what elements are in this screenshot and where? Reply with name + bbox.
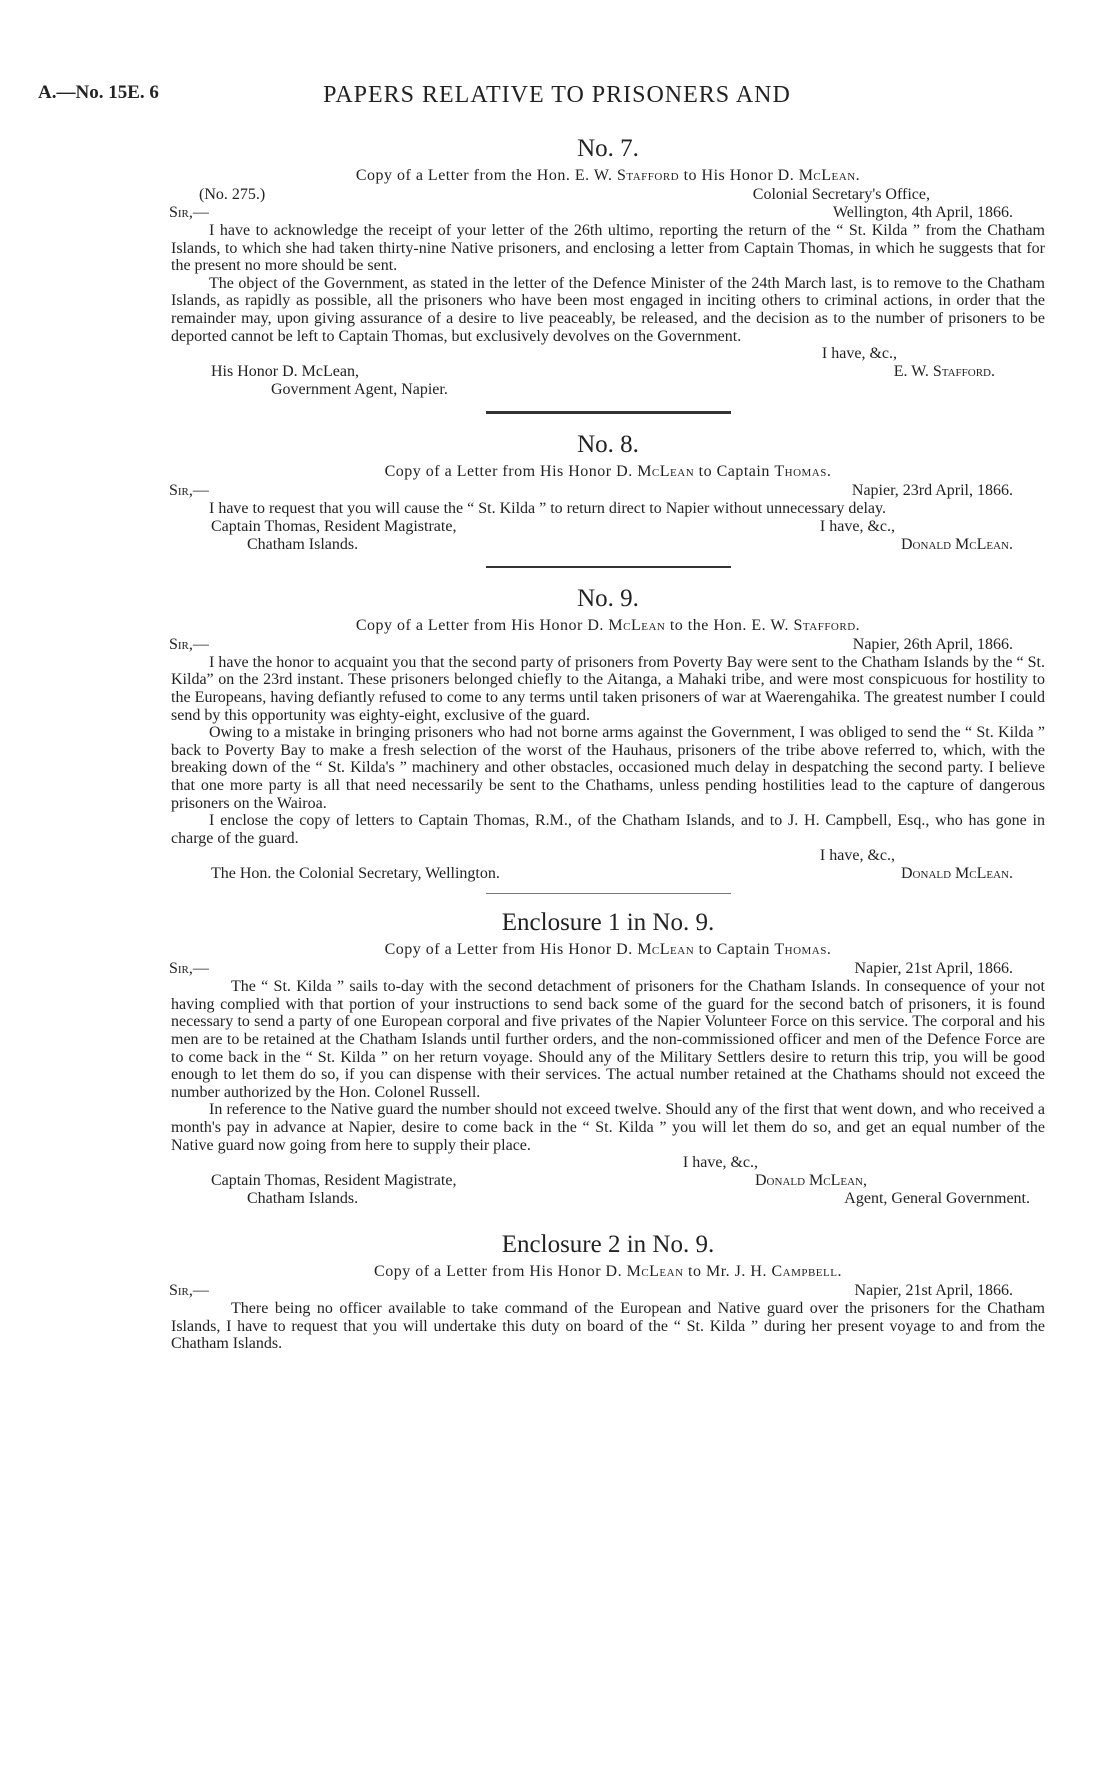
letter-heading: No. 9. xyxy=(577,584,639,612)
section-divider xyxy=(486,566,731,568)
letter-heading: No. 8. xyxy=(577,431,639,459)
addressee: The Hon. the Colonial Secretary, Wellington. xyxy=(211,865,500,883)
letter-paragraph: In reference to the Native guard the number should not exceed twelve. Should any of the first that went down, and who received a month's pay in advance at Napier, desire to come back in the “ St. Kilda ” you will let them do so, and get an equal number of the Native guard now going from here to supply their place. xyxy=(171,1101,1045,1154)
addressee-title: Chatham Islands. xyxy=(247,535,359,553)
section-divider xyxy=(486,893,731,894)
letter-date: Napier, 23rd April, 1866. xyxy=(851,482,1013,500)
letter-caption: Copy of a Letter from His Honor D. McLean to Captain Thomas. xyxy=(384,463,832,481)
enclosure-heading: Enclosure 2 in No. 9. xyxy=(501,1231,715,1259)
letter-paragraph: I have the honor to acquaint you that the second party of prisoners from Poverty Bay were sent to the Chatham Islands by the “ St. Kilda” on the 23rd instant. These prisoners belonged chiefly to the Aitanga, a Mahaki tribe, and were most conspicuous for hostility to the Europeans, having defiantly refused to come to any terms until taken prisoners of war at Waerengahika. The greatest number I could send by this opportunity was eighty-eight, exclusive of the guard. xyxy=(171,653,1045,724)
signature: Donald McLean. xyxy=(901,865,1013,883)
letter-paragraph: There being no officer available to take command of the European and Native guard over the prisoners for the Chatham Islands, I have to request that you will undertake this duty on board of the “ St. Kilda ” during her present voyage to and from the Chatham Islands. xyxy=(171,1300,1045,1353)
signature: Donald McLean, xyxy=(755,1172,867,1190)
addressee: Captain Thomas, Resident Magistrate, xyxy=(211,517,457,535)
letter-heading: No. 7. xyxy=(577,135,639,162)
section-divider xyxy=(486,411,731,414)
salutation: Sir,— xyxy=(169,204,209,221)
letter-paragraph: The “ St. Kilda ” sails to-day with the second detachment of prisoners for the Chatham Islands. In consequence of your not having complied with that portion of your instructions to send back some of the guard for the second batch of prisoners, it is found necessary to send a party of one European corporal and five privates of the Napier Volunteer Force on this service. The corporal and his men are to be retained at the Chatham Islands until further orders, and the non-commissioned officer and men of the Defence Force are to come back in the “ St. Kilda ” on her return voyage. Should any of the Military Settlers desire to return this trip, you will be good enough to let them do so, if you can dispense with their services. The actual number retained at the Chathams should not exceed the number authorized by the Hon. Colonel Russell. xyxy=(171,978,1045,1101)
letter-date: Napier, 21st April, 1866. xyxy=(854,1282,1013,1300)
letter-paragraph: The object of the Government, as stated in the letter of the Defence Minister of the 24th March last, is to remove to the Chatham Islands, as rapidly as possible, all the prisoners who have been most engaged in inciting others to criminal actions, in order that the remainder may, upon giving assurance of a desire to live peaceably, be released, and the decision as to the number of prisoners to be deported cannot be left to Captain Thomas, but exclusively devolves on the Government. xyxy=(171,274,1045,345)
sender-office: Colonial Secretary's Office, xyxy=(752,186,930,203)
document-reference: A.—No. 15E. 6 xyxy=(38,82,159,103)
page-header xyxy=(38,82,1076,112)
letter-ref-number: (No. 275.) xyxy=(199,186,266,203)
letter-paragraph: I enclose the copy of letters to Captain Thomas, R.M., of the Chatham Islands, and to J. H. Campbell, Esq., who has gone in charge of the guard. xyxy=(171,812,1045,847)
closing: I have, &c., xyxy=(819,847,895,865)
signature: E. W. Stafford. xyxy=(893,363,995,381)
salutation: Sir,— xyxy=(169,482,209,500)
salutation: Sir,— xyxy=(169,635,209,653)
closing: I have, &c., xyxy=(821,345,897,363)
letter-caption: Copy of a Letter from His Honor D. McLean to Mr. J. H. Campbell. xyxy=(374,1263,842,1281)
addressee: His Honor D. McLean, xyxy=(211,363,359,381)
signature: Donald McLean. xyxy=(901,535,1013,553)
letter-no7 xyxy=(171,134,1045,1353)
addressee-title: Government Agent, Napier. xyxy=(271,381,448,399)
letter-paragraph: Owing to a mistake in bringing prisoners who had not borne arms against the Government, I was obliged to send the “ St. Kilda ” back to Poverty Bay to make a fresh selection of the worst of the Hauhaus, prisoners of the tribe above referred to, which, with the breaking down of the “ St. Kilda's ” machinery and other obstacles, occasioned much delay in despatching the second party. I believe that one more party is all that need necessarily be sent to the Chathams, unless pending hostilities lead to the capture of dangerous prisoners on the Wairoa. xyxy=(171,724,1045,812)
enclosure-heading: Enclosure 1 in No. 9. xyxy=(501,909,715,937)
letter-date: Wellington, 4th April, 1866. xyxy=(832,204,1013,221)
addressee-title: Chatham Islands. xyxy=(247,1190,359,1208)
letter-date: Napier, 21st April, 1866. xyxy=(854,960,1013,978)
letter-caption: Copy of a Letter from His Honor D. McLean to Captain Thomas. xyxy=(384,941,832,959)
letter-caption: Copy of a Letter from His Honor D. McLean to the Hon. E. W. Stafford. xyxy=(355,616,861,634)
closing: I have, &c., xyxy=(682,1154,758,1172)
salutation: Sir,— xyxy=(169,960,209,978)
running-title: PAPERS RELATIVE TO PRISONERS AND xyxy=(323,82,791,108)
salutation: Sir,— xyxy=(169,1282,209,1300)
signature-title: Agent, General Government. xyxy=(844,1190,1030,1208)
letter-paragraph: I have to request that you will cause the “ St. Kilda ” to return direct to Napier without unnecessary delay. xyxy=(209,500,886,518)
letter-paragraph: I have to acknowledge the receipt of your letter of the 26th ultimo, reporting the return of the “ St. Kilda ” from the Chatham Islands, to which she had taken thirty-nine Native prisoners, and enclosing a letter from Captain Thomas, in which he suggests that for the present no more should be sent. xyxy=(171,222,1045,275)
addressee: Captain Thomas, Resident Magistrate, xyxy=(211,1172,457,1190)
letter-caption: Copy of a Letter from the Hon. E. W. Stafford to His Honor D. McLean. xyxy=(355,167,861,184)
closing: I have, &c., xyxy=(819,517,895,535)
letter-date: Napier, 26th April, 1866. xyxy=(852,635,1013,653)
